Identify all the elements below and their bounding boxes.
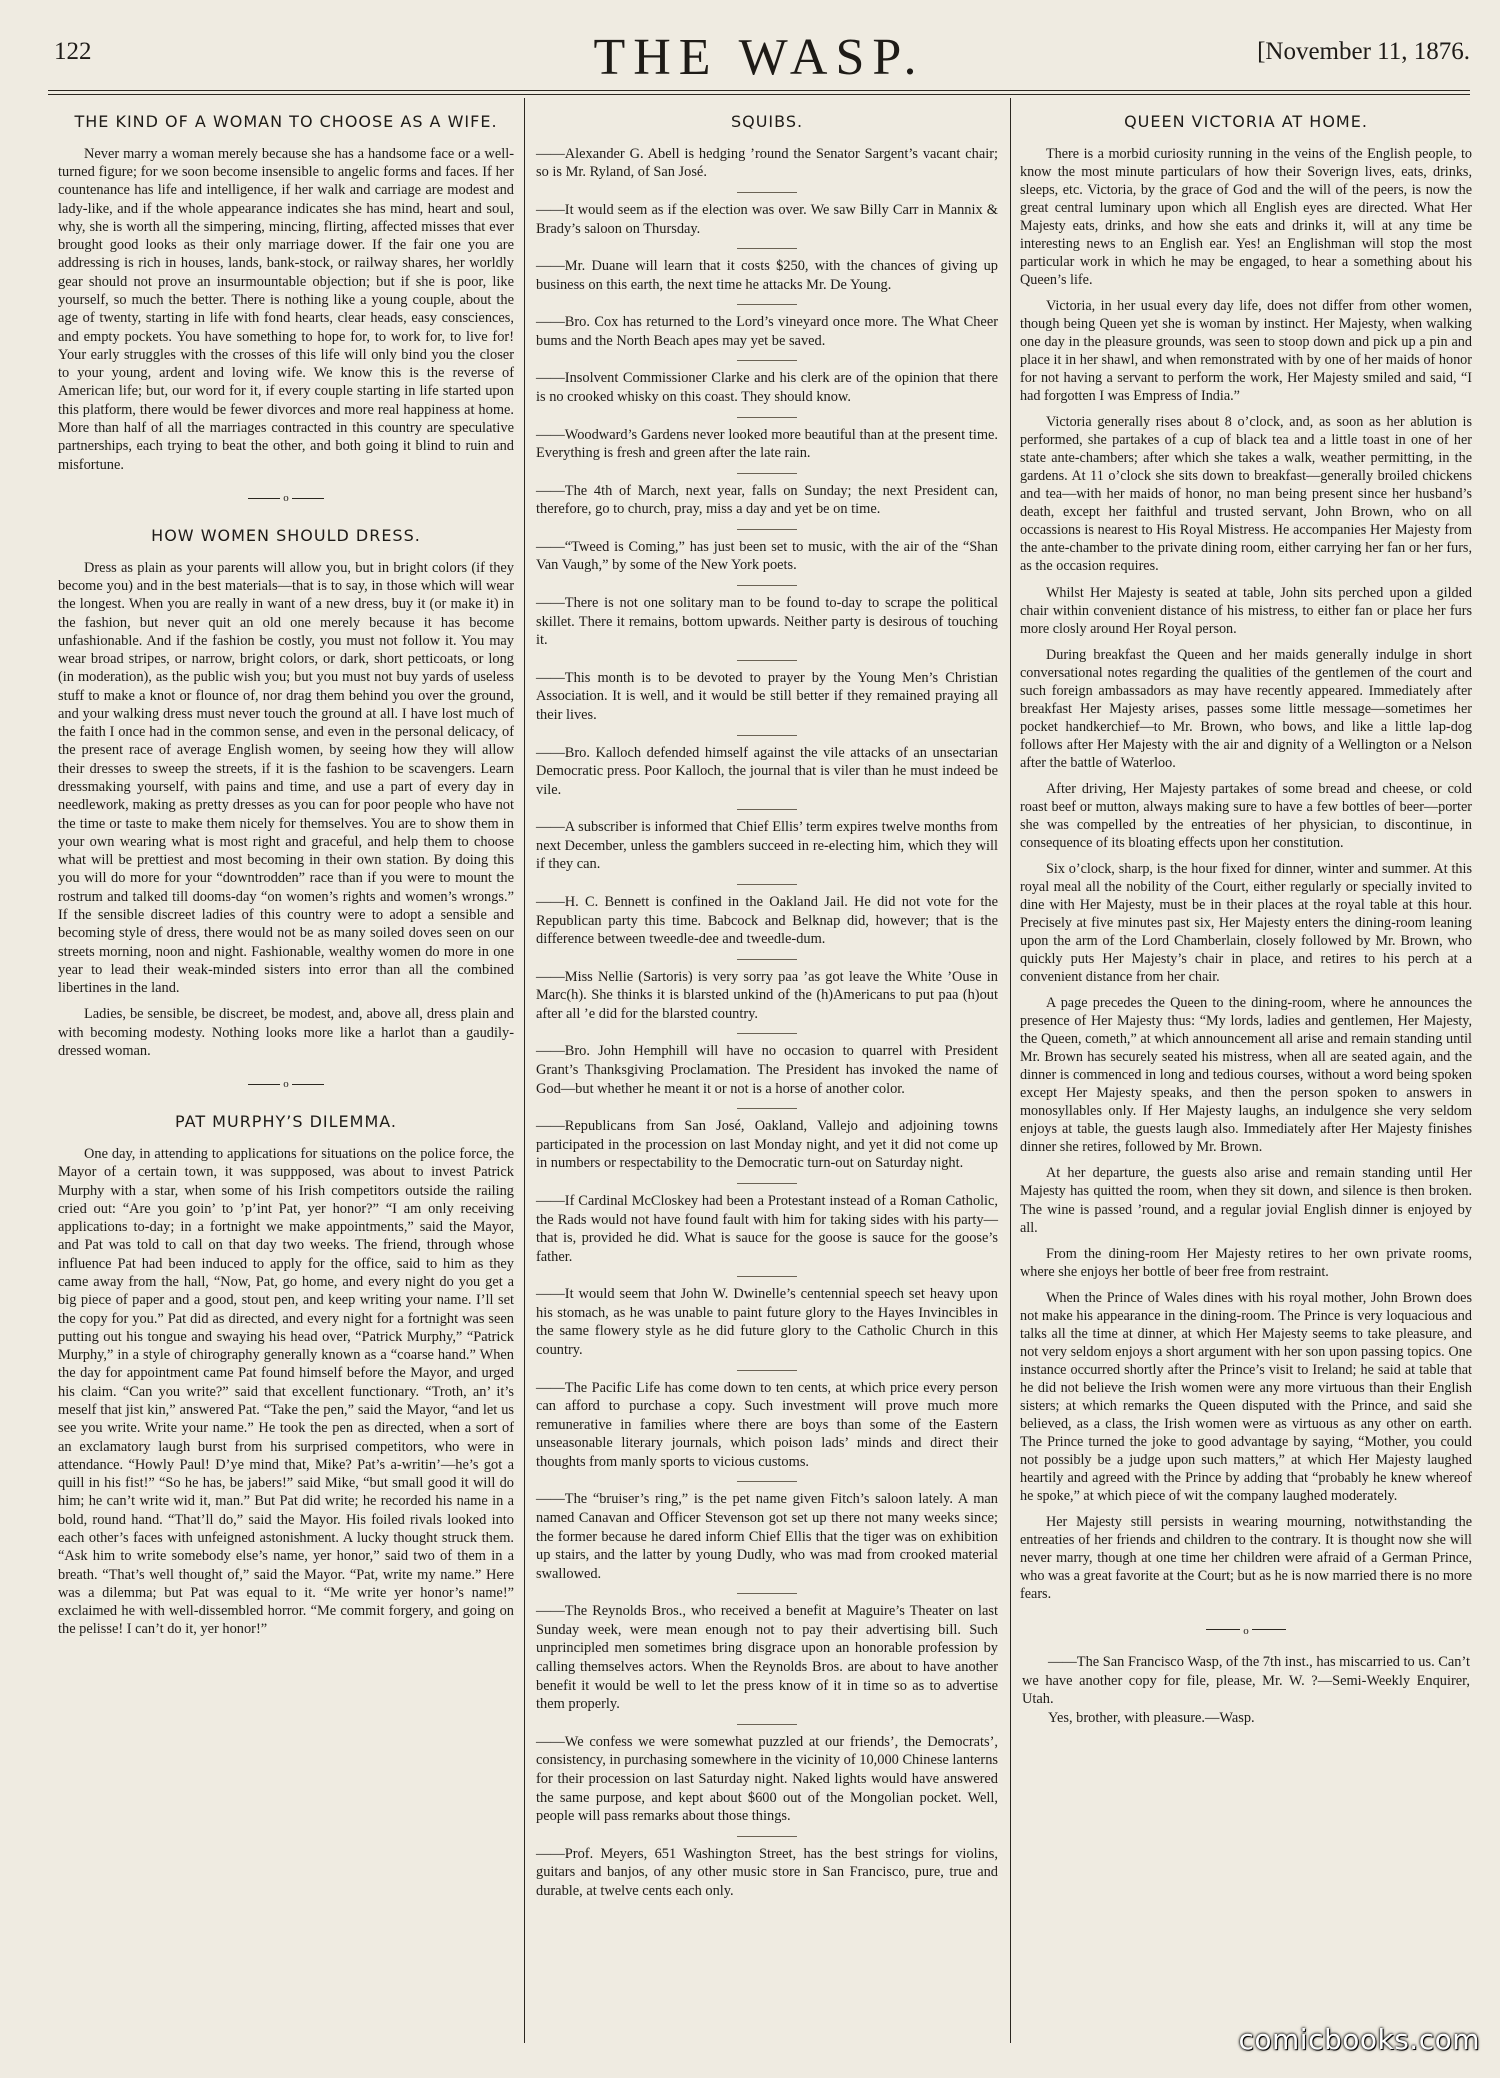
squib-item: ——Woodward’s Gardens never looked more beautiful than at the present time. Everything is fresh and green after the late rain. [536,426,998,462]
squib-separator [737,1276,797,1277]
squib-item: ——“Tweed is Coming,” has just been set to music, with the air of the “Shan Van Vaugh,” by some of the New York poets. [536,538,998,574]
squib-separator [737,1724,797,1725]
article-paragraph: At her departure, the guests also arise and remain standing until Her Majesty has quitted the room, when they sit down, and silence is then broken. The wine is passed ’round, and a regular jovial English dinner is enjoyed by all. [1020,1165,1472,1236]
squib-item: ——Bro. John Hemphill will have no occasion to quarrel with President Grant’s Thanksgiving Proclamation. The President has invoked the name of God—but whether he meant it or not is a horse of another color. [536,1043,998,1097]
article-paragraph: Dress as plain as your parents will allow you, but in bright colors (if they become you) and in the best materials—that is to say, in those which will wear the longest. When you are really in want of a new dress, buy it (or make it) in the fashion, but never quit an old one merely because it has become unfashionable. And if the fashion be costly, you must not follow it. You may wear broad stripes, or narrow, bright colors, or dark, short petticoats, or long (in moderation), as the public wish you; but you must not buy yards of useless stuff to make a knot or flounce of, nor drag them behind you over the ground, and your walking dress must never touch the ground at all. I have lost much of the faith I once had in the common sense, and even in the personal delicacy, of the present race of average English women, by seeing how they will allow their dresses to sweep the streets, if it is the fashion to be scavengers. Learn dressmaking yourself, with pains and time, and use a part of every day in needlework, making as pretty dresses as you can for poor people who have not the time or taste to make them nicely for themselves. You are to show them in your own wearing what is most right and graceful, and help them to choose what will be prettiest and most becoming in their own station. By doing this you will do more for your “downtrodden” race than if you were to mount the rostrum and talked till dooms-day “on women’s rights and women’s wrongs.” If the sensible discreet ladies of this country were to adopt a sensible and becoming style of dress, there would not be as many soiled doves seen on our streets morning, noon and night. Fashionable, wealthy women do more in one year to lead their weak-minded sisters into error than all the combined libertines in the land. [58,559,514,997]
article-paragraph: When the Prince of Wales dines with his royal mother, John Brown does not make his appearance in the dining-room. The Prince is very loquacious and talks all the time at dinner, at which Her Majesty seems to take pleasure, and not very seldom enjoys a short argument with her son upon passing topics. One instance occurred shortly after the Prince’s visit to Ireland; he said at table that he did not believe the Irish women were any more virtuous than their English sisters; at which remarks the Queen disputed with the Prince, and said she believed, as a class, the Irish women were as virtuous as any other on earth. The Prince turned the joke to good advantage by saying, “Mother, you could not possibly be a judge upon such matters,” at which Her Majesty laughed heartily and agreed with the Prince by adding that “probably he knew whereof he spoke,” at which piece of wit the company laughed moderately. [1020,1289,1472,1504]
page-header [48,30,1470,88]
squib-separator [737,417,797,418]
squib-separator [737,1370,797,1371]
squib-item: ——If Cardinal McCloskey had been a Protestant instead of a Roman Catholic, the Rads would not have found fault with him for taking sides with his party—that is, provided he did. What is sauce for the goose is sauce for the goose’s father. [536,1192,998,1265]
squib-item: ——The Pacific Life has come down to ten cents, at which price every person can afford to purchase a copy. Such investment will prove much more remunerative in families where there are boys than some of the Eastern unseasonable literary journals, which poison lads’ minds and direct their thoughts from manly sports to vicious customs. [536,1379,998,1470]
editorial-note: ——The San Francisco Wasp, of the 7th inst., has miscarried to us. Can’t we have another copy for file, please, Mr. W. ?—Semi-Weekly Enquirer, Utah. [1022,1654,1470,1708]
section-divider [54,490,518,506]
squib-separator [737,809,797,810]
squib-item: ——Insolvent Commissioner Clarke and his clerk are of the opinion that there is no crooked whisky on this coast. They should know. [536,370,998,405]
squib-separator [737,660,797,661]
squib-item: ——The 4th of March, next year, falls on Sunday; the next President can, therefore, go to church, pray, miss a day and yet be on time. [536,482,998,518]
article-paragraph: Ladies, be sensible, be discreet, be modest, and, above all, dress plain and with becoming modesty. Nothing looks more like a harlot than a gaudily-dressed woman. [58,1006,514,1059]
section-divider [54,1076,518,1092]
column-right [1016,104,1476,2034]
squib-item: ——Miss Nellie (Sartoris) is very sorry paa ’as got leave the White ’Ouse in Marc(h). She thinks it is blarsted unkind of the (h)Americans to put paa (h)out after all ’e did for the blarsted country. [536,968,998,1022]
squib-separator [737,529,797,530]
squib-separator [737,248,797,249]
squib-separator [737,884,797,885]
header-rule-secondary [48,94,1470,95]
squib-item: ——There is not one solitary man to be found to-day to scrape the political skillet. There it remains, bottom upwards. Neither party is desirous of touching it. [536,595,998,649]
article-title-choose-wife: THE KIND OF A WOMAN TO CHOOSE AS A WIFE. [74,112,498,131]
squib-item: ——Mr. Duane will learn that it costs $250, with the chances of giving up business on this earth, the next time he attacks Mr. De Young. [536,258,998,293]
divider-mark: o [1240,1625,1252,1637]
article-paragraph: Whilst Her Majesty is seated at table, John sits perched upon a gilded chair within convenient distance of his mistress, to either fan or place her furs more closly around Her Royal person. [1020,584,1472,637]
squib-item: ——Republicans from San José, Oakland, Vallejo and adjoining towns participated in the procession on last Monday night, and yet it did not come up in numbers or respectability to the Democratic turn-out on Saturday night. [536,1118,998,1172]
squib-item: ——It would seem that John W. Dwinelle’s centennial speech set heavy upon his stomach, as he was unable to paint future glory to the Hayes Invincibles in the same flowery style as he did future glory to the Catholic Church in this country. [536,1286,998,1358]
issue-date: [November 11, 1876. [1257,38,1470,65]
squib-separator [737,1481,797,1482]
article-paragraph: Her Majesty still persists in wearing mourning, notwithstanding the entreaties of her friends and children to the contrary. It is thought now she will never marry, though at one time her children were afraid of a German Prince, who was a great favorite at the Court; but as he is now married there is no more fears. [1020,1514,1472,1603]
squib-item: ——H. C. Bennett is confined in the Oakland Jail. He did not vote for the Republican party this time. Babcock and Belknap did, however; that is the difference between tweedle-dee and tweedle-dum. [536,893,998,948]
squib-separator [737,473,797,474]
squib-separator [737,1593,797,1594]
squib-separator [737,1183,797,1184]
watermark-logo: comicbooks.com [1238,2023,1480,2056]
squib-item: ——This month is to be devoted to prayer by the Young Men’s Christian Association. It is well, and it would be still better if they remained praying all their lives. [536,669,998,723]
squib-separator [737,959,797,960]
column-rule-left [524,98,525,2043]
editorial-reply: Yes, brother, with pleasure.—Wasp. [1048,1709,1255,1726]
article-paragraph: A page precedes the Queen to the dining-room, where he announces the presence of Her Majesty thus: “My lords, ladies and gentlemen, Her Majesty, the Queen, cometh,” at which announcement all arise and remain standing until Mr. Brown has securely seated his mistress, when all are seated again, and the dinner is commenced in long and tedious courses, without a word being spoken except Her Majesty speaks, and then the person spoken to answers in monosyllables only. If Her Majesty laughs, an indulgence she very seldom enjoys at table, the guests laugh also. Immediately after Her Majesty finishes dinner she retires, followed by Mr. Brown. [1020,995,1472,1156]
article-title-queen-victoria: QUEEN VICTORIA AT HOME. [1124,112,1368,131]
article-title-women-dress: HOW WOMEN SHOULD DRESS. [151,525,421,545]
article-paragraph: From the dining-room Her Majesty retires to her own private rooms, where she enjoys her bottle of beer free from restraint. [1020,1245,1472,1280]
header-rule [48,90,1470,91]
squib-separator [737,1836,797,1837]
squib-item: ——Bro. Cox has returned to the Lord’s vineyard once more. The What Cheer bums and the North Beach apes may yet be saved. [536,314,998,349]
squib-separator [737,1033,797,1034]
divider-mark: o [280,492,292,504]
article-paragraph: Victoria generally rises about 8 o’clock, and, as soon as her ablution is performed, she partakes of a cup of black tea and a little toast in one of her state ante-chambers; after which she takes a walk, weather permitting, in the gardens. At 11 o’clock she sits down to breakfast—generally broiled chickens and tea—with her maids of honor, no man being present since her husband’s death, except her faithful and trusted servant, John Brown, who on all occassions is nearest to His Royal Mistress. He accompanies Her Majesty from the ante-chamber to the private dining room, either carrying her fan or her furs, as the occasion requires. [1020,414,1472,575]
squib-item: ——We confess we were somewhat puzzled at our friends’, the Democrats’, consistency, in purchasing somewhere in the vicinity of 10,000 Chinese lanterns for their procession on last Saturday night. Naked lights would have answered the same purpose, and kept about $600 out of the Mongolian pocket. Well, people will pass remarks about those things. [536,1733,998,1825]
squib-list [530,145,1004,1901]
squib-item: ——A subscriber is informed that Chief Ellis’ term expires twelve months from next December, unless the gamblers succeed in re-electing him, which they will if they can. [536,819,998,873]
squib-separator [737,585,797,586]
article-paragraph: Never marry a woman merely because she has a handsome face or a well-turned figure; for we soon become insensible to angelic forms and faces. If her countenance has life and intelligence, if her walk and carriage are modest and lady-like, and if the whole appearance indicates she has mind, heart and soul, why, she is worth all the simpering, mincing, flirting, affected misses that ever brought good looks as their only marriage dower. If the fair one you are addressing is rich in houses, lands, bank-stock, or railway shares, her worldly gear should not prove an insurmountable objection; but if she is poor, like yourself, so much the better. There is nothing like a young couple, about the age of twenty, starting in life with fond hearts, clear heads, easy consciences, and empty pockets. You have something to hope for, to work for, to live for! Your early struggles with the crosses of this life will only bind you the closer to your young, ardent and loving wife. We know this is the reverse of American life; but, our word for it, if every couple starting in life started upon this platform, there would be fewer divorces and more real happiness at home. More than half of all the marriages contracted in this country are speculative partnerships, each trying to beat the other, and both going it blind to ruin and misfortune. [58,145,514,473]
squib-item: ——It would seem as if the election was over. We saw Billy Carr in Mannix & Brady’s saloon on Thursday. [536,201,998,237]
article-paragraph: Six o’clock, sharp, is the hour fixed for dinner, winter and summer. At this royal meal all the nobility of the Court, either regularly or specially invited to dine with Her Majesty, must be in their places at the royal table at this hour. Precisely at five minutes past six, Her Majesty enters the dining-room leaning upon the arm of the Lord Chamberlain, closely followed by Mr. Brown, who quickly puts Her Majesty’s chair in place, and retires to his perch at a convenient distance from her chair. [1020,860,1472,986]
squib-separator [737,735,797,736]
divider-mark: o [280,1078,292,1090]
squib-item: ——Bro. Kalloch defended himself against the vile attacks of an unsectarian Democratic press. Poor Kalloch, the journal that is viler than he must indeed be vile. [536,744,998,798]
article-paragraph: After driving, Her Majesty partakes of some bread and cheese, or cold roast beef or mutton, always making sure to have a few bottles of beer—porter she was compelled by the entreaties of her physician, to discontinue, in consequence of its bloating effects upon her constitution. [1020,780,1472,851]
article-title-pat-murphy: PAT MURPHY’S DILEMMA. [174,1112,398,1132]
article-paragraph: There is a morbid curiosity running in the veins of the English people, to know the most minute particulars of how their Soverign lives, eats, drinks, sleeps, etc. Victoria, by the grace of God and the will of the peers, is now the great central luminary upon which all English eyes are directed. What Her Majesty eats, drinks, and how she eats and drinks it, will at any time be interesting news to an English ear. Yes! an Englishman will stop the most particular work in which he may be engaged, to hear a something about his Queen’s life. [1020,145,1472,289]
section-divider [1206,1621,1286,1637]
squib-item: ——Alexander G. Abell is hedging ’round the Senator Sargent’s vacant chair; so is Mr. Ryland, of San José. [536,145,998,181]
column-rule-right [1010,98,1011,2043]
article-paragraph: Victoria, in her usual every day life, does not differ from other women, though being Queen yet she is woman by instinct. Her Majesty, when walking one day in the pleasure grounds, was seen to stoop down and pick up a pin and place it in her shawl, and when remonstrated with by one of her maids of honor for not having a servant to perform the work, Her Majesty smiled and said, “I had forgotten I was Empress of India.” [1020,298,1472,405]
article-paragraph: One day, in attending to applications for situations on the police force, the Mayor of a certain town, it was suppposed, was about to invest Patrick Murphy with a star, when some of his Irish competitors outside the railing cried out: “Are you goin’ to ’p’int Pat, yer honor?” “I am only receiving applications to-day; in a fortnight we make appointments,” said the Mayor, and Pat was told to call on that day two weeks. The friend, through whose influence Pat had been induced to apply for the office, said to him as they came away from the hall, “Now, Pat, go home, and every night do you get a big piece of paper and a good, stout pen, and keep writing your name. I’ll set the copy for you.” Pat did as directed, and every night for a fortnight was seen putting out his tongue and swaying his head over, “Patrick Murphy,” “Patrick Murphy,” in a style of chirography generally known as a “coarse hand.” When the day for appointment came Pat found himself before the Mayor, and urged his claim. “Can you write?” said that excellent functionary. “Troth, an’ it’s meself that jist kin,” answered Pat. “Take the pen,” said the Mayor, “and let us see you write. Write your name.” He took the pen as directed, when a sort of an exclamatory laugh burst from his surprised competitors, who were in attendance. “Howly Paul! D’ye mind that, Mike? Pat’s a-writin’—he’s got a quill in his fist!” “So he has, be jabers!” said Mike, “but small good it will do him; he can’t write wid it, man.” But Pat did write; he recorded his name in a bold, round hand. “That’ll do,” said the Mayor. His foiled rivals looked into each other’s faces with unfeigned astonishment. A lucky thought struck them. “Ask him to write somebody else’s name, yer honor,” said two of them in a breath. “That’s well thought of,” said the Mayor. “Pat, write my name.” Here was a dilemma; but Pat was equal to it. “Me write yer honor’s name!” exclaimed he with well-dissembled horror. “Me commit forgery, and going on the pelisse! I can’t do it, yer honor!” [58,1146,514,1638]
squib-separator [737,360,797,361]
masthead-title: THE WASP. [593,29,925,86]
squib-item: ——The Reynolds Bros., who received a benefit at Maguire’s Theater on last Sunday week, were mean enough not to pay their advertising bill. Such unprincipled men sometimes bring disgrace upon an honorable profession by calling themselves actors. When the Reynolds Bros. are about to have another benefit it would be well to let the press know of it in time so as to advertise them properly. [536,1603,998,1713]
article-paragraph: During breakfast the Queen and her maids generally indulge in short conversational notes regarding the qualities of the gentlemen of the court and such foreign ambassadors as may have recently appeared. Immediately after breakfast Her Majesty arises, passes some little message—sometimes her pocket handkerchief—to Mr. Brown, who bows, and like a little lap-dog follows after Her Majesty with the air and dignity of a Wellington or a Nelson after the battle of Waterloo. [1020,646,1472,771]
squibs-title: SQUIBS. [730,112,804,131]
squib-separator [737,1108,797,1109]
squib-item: ——Prof. Meyers, 651 Washington Street, has the best strings for violins, guitars and banjos, of any other music store in San Francisco, pure, true and durable, at twelve cents each only. [536,1845,998,1899]
column-middle [530,104,1004,2034]
squib-item: ——The “bruiser’s ring,” is the pet name given Fitch’s saloon lately. A man named Canavan and Officer Stevenson got set up there not many weeks since; the former because he dared inform Chief Ellis that the tiger was on exhibition up stairs, and the latter by young Dudly, who was mad from crooked material swallowed. [536,1491,998,1582]
squib-separator [737,304,797,305]
page-number: 122 [54,38,92,65]
squib-separator [737,192,797,193]
column-left [54,104,518,2034]
